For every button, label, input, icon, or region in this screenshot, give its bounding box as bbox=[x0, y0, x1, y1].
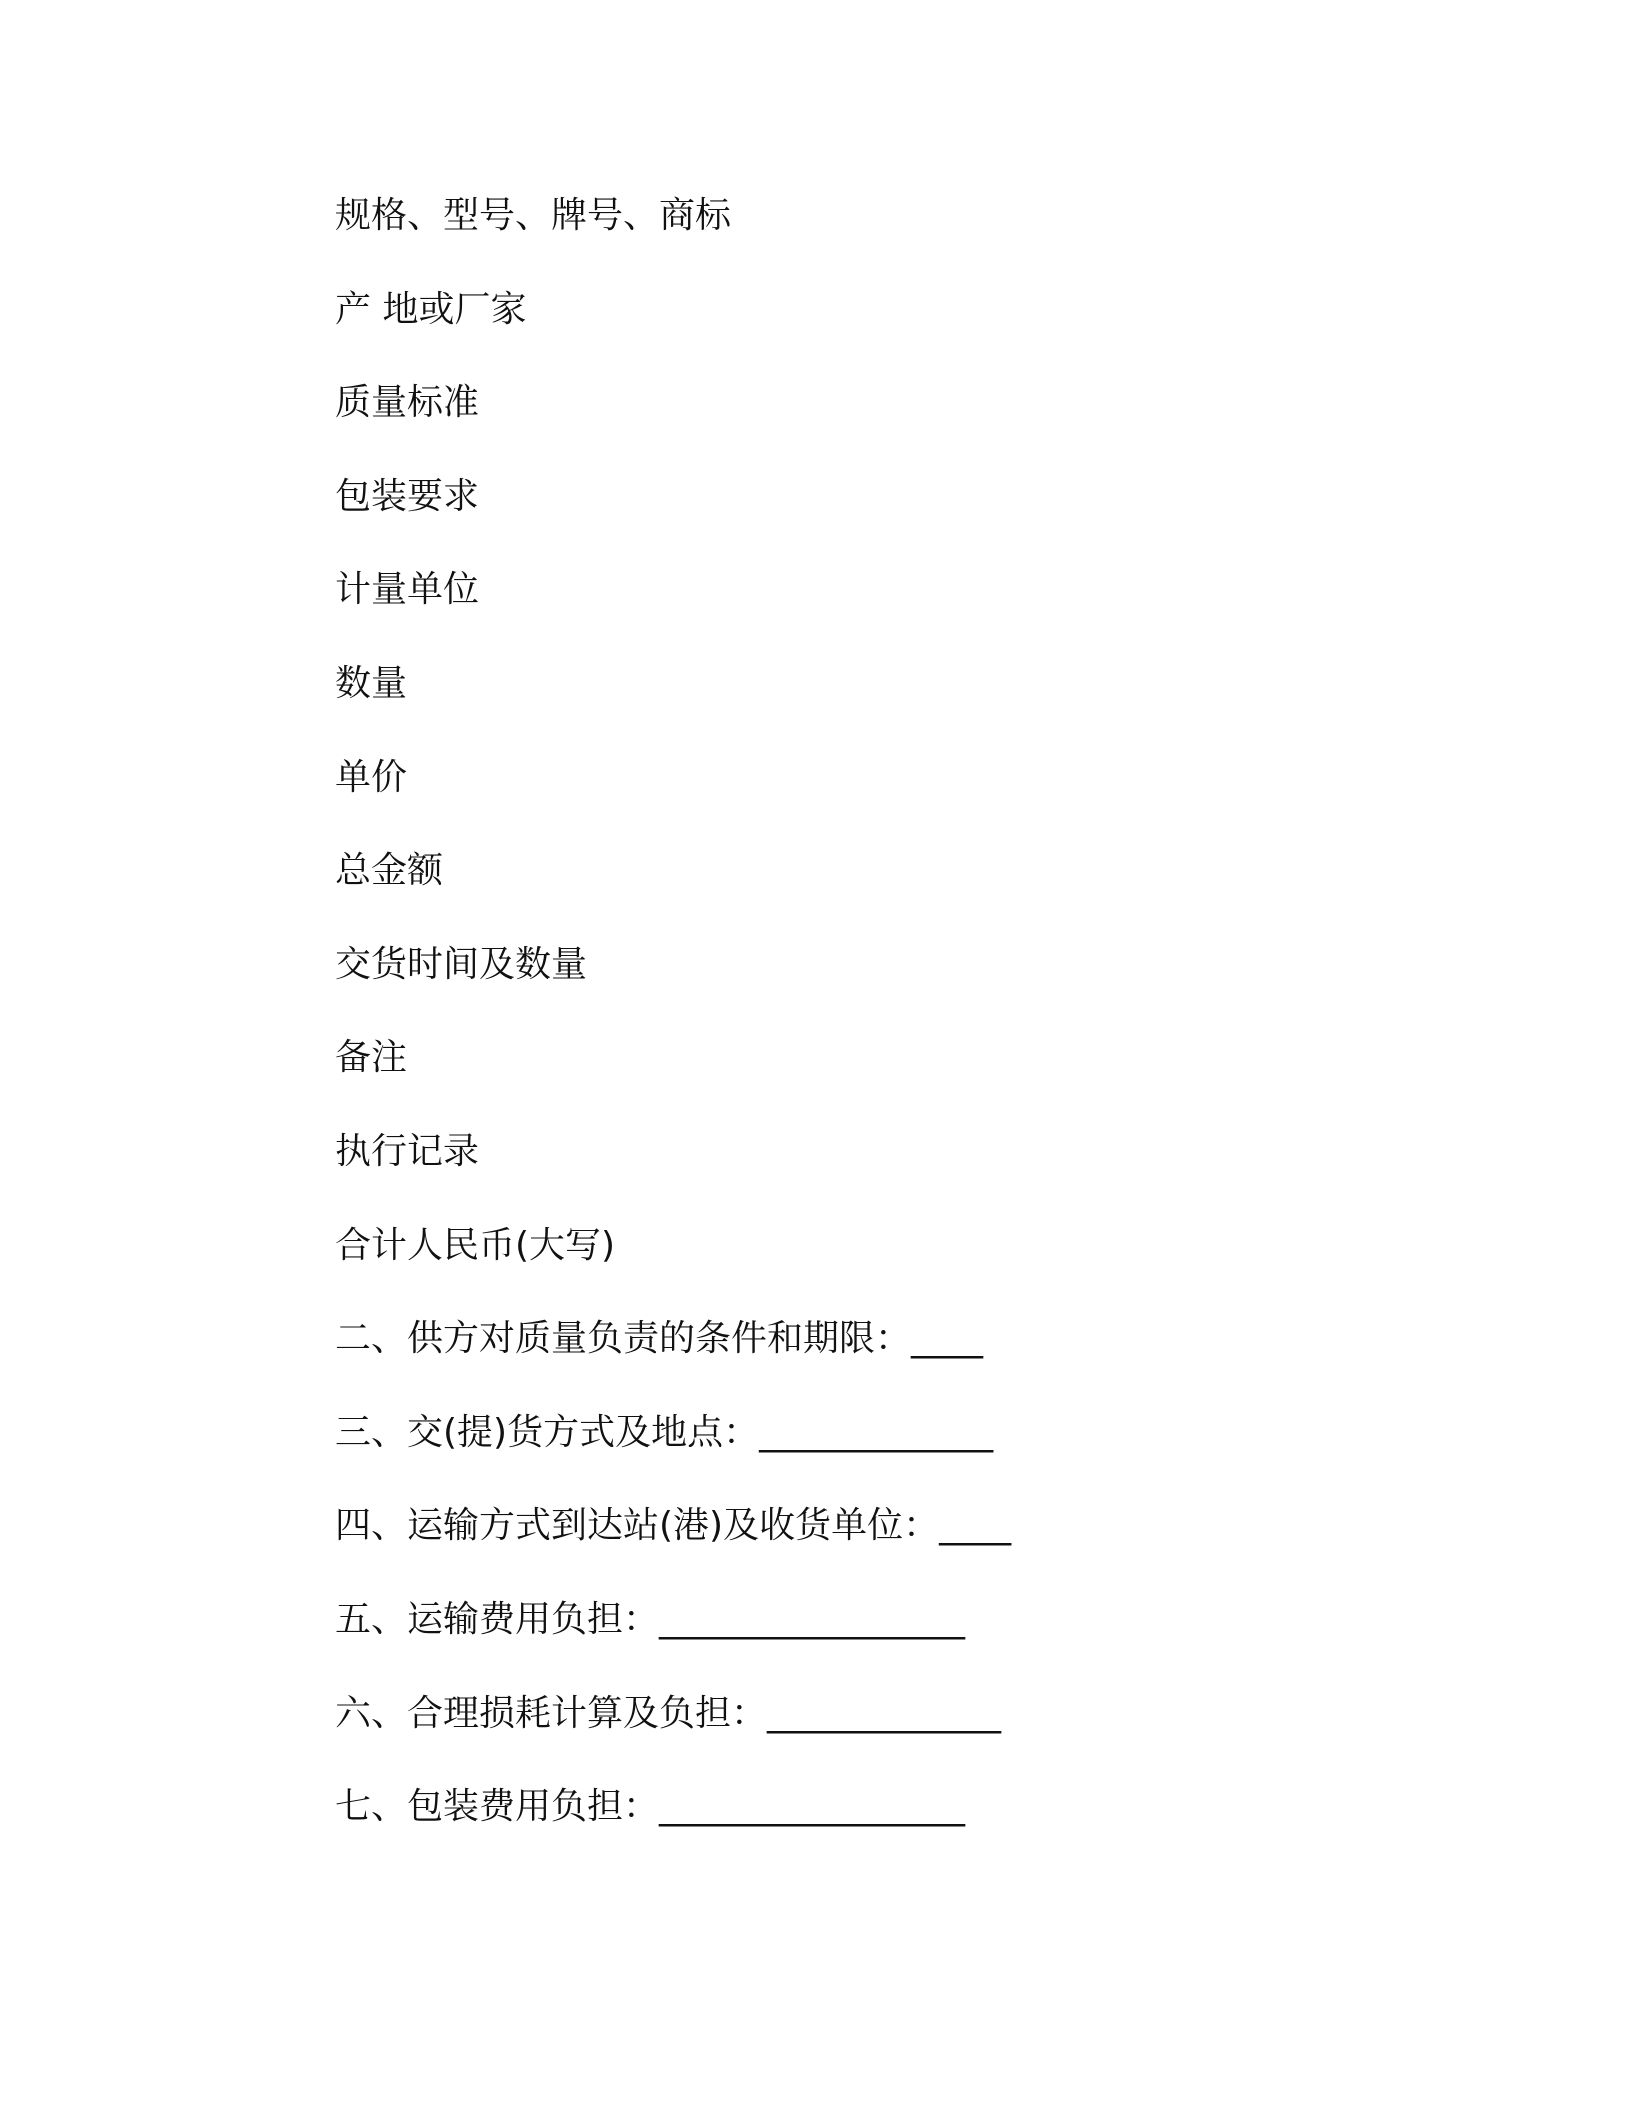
item-delivery-time-quantity: 交货时间及数量 bbox=[335, 943, 588, 985]
item-packaging-requirements: 包装要求 bbox=[335, 475, 480, 517]
item-quality-standard: 质量标准 bbox=[335, 382, 480, 424]
clause-2-quality-responsibility: 二、供方对质量负责的条件和期限：____ bbox=[335, 1318, 984, 1360]
item-total-amount: 总金额 bbox=[335, 850, 444, 892]
item-remarks: 备注 bbox=[335, 1037, 408, 1079]
item-origin-manufacturer: 产 地或厂家 bbox=[335, 288, 527, 330]
item-unit-price: 单价 bbox=[335, 756, 408, 798]
clause-5-transport-cost: 五、运输费用负担：_________________ bbox=[335, 1598, 966, 1640]
item-total-rmb-capital: 合计人民币(大写) bbox=[335, 1224, 616, 1266]
clause-3-delivery-method-location: 三、交(提)货方式及地点：_____________ bbox=[335, 1411, 994, 1453]
clause-6-reasonable-loss: 六、合理损耗计算及负担：_____________ bbox=[335, 1692, 1002, 1734]
item-quantity: 数量 bbox=[335, 662, 408, 704]
item-spec-model-brand: 规格、型号、牌号、商标 bbox=[335, 195, 732, 236]
clause-4-transport-destination-consignee: 四、运输方式到达站(港)及收货单位：____ bbox=[335, 1505, 1012, 1547]
item-unit-of-measure: 计量单位 bbox=[335, 569, 480, 611]
clause-7-packaging-cost: 七、包装费用负担：_________________ bbox=[335, 1786, 966, 1828]
contract-item-list bbox=[335, 188, 1515, 1873]
item-execution-record: 执行记录 bbox=[335, 1130, 480, 1172]
